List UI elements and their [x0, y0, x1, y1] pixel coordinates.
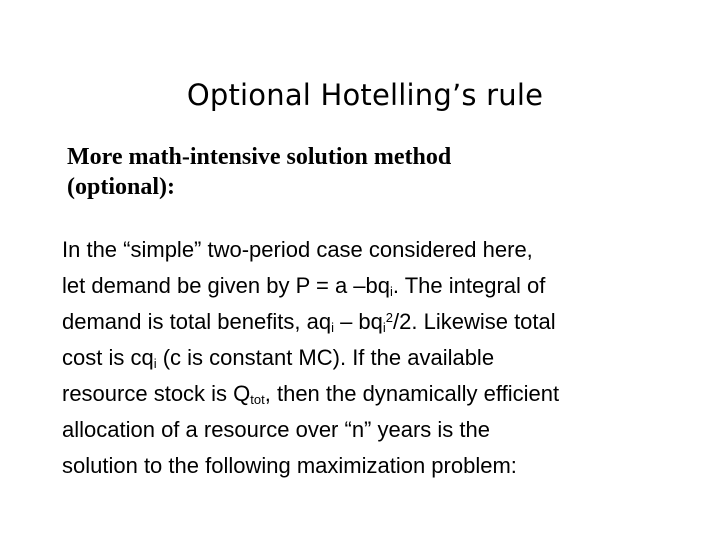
subscript: i [382, 320, 386, 335]
subscript: i [390, 284, 393, 299]
body-line-6 [62, 412, 682, 448]
subheading-line-1: More math-intensive solution method [67, 144, 452, 170]
body-line-3 [62, 304, 682, 340]
subheading-line-2: (optional): [67, 174, 175, 200]
body-line-1 [62, 232, 682, 268]
slide-title: Optional Hotelling’s rule [186, 78, 544, 112]
body-text-run: solution to the following maximization problem: [62, 453, 517, 478]
superscript: 2 [385, 310, 394, 325]
body-text-run: cost is cq [62, 345, 154, 370]
body-text-run: . The integral of [392, 273, 546, 298]
body-line-4 [62, 340, 682, 376]
body-text-run: allocation of a resource over “n” years is the [62, 417, 490, 442]
body-text [62, 232, 682, 484]
body-line-5 [62, 376, 682, 412]
body-text-run: In the “simple” two-period case considered here, [62, 237, 533, 262]
body-text-run: /2. Likewise total [393, 309, 556, 334]
body-line-2 [62, 268, 682, 304]
subscript: i [331, 320, 334, 335]
body-text-run: (c is constant MC). If the available [156, 345, 495, 370]
subscript: i [153, 356, 157, 371]
body-line-7 [62, 448, 682, 484]
subscript: tot [250, 392, 265, 407]
body-text-run: let demand be given by P = a –bq [62, 273, 391, 298]
subheading [67, 142, 587, 202]
body-text-run: resource stock is Q [62, 381, 251, 406]
body-text-run: – bq [333, 309, 383, 334]
body-text-run: , then the dynamically efficient [264, 381, 560, 406]
body-text-run: demand is total benefits, aq [62, 309, 332, 334]
